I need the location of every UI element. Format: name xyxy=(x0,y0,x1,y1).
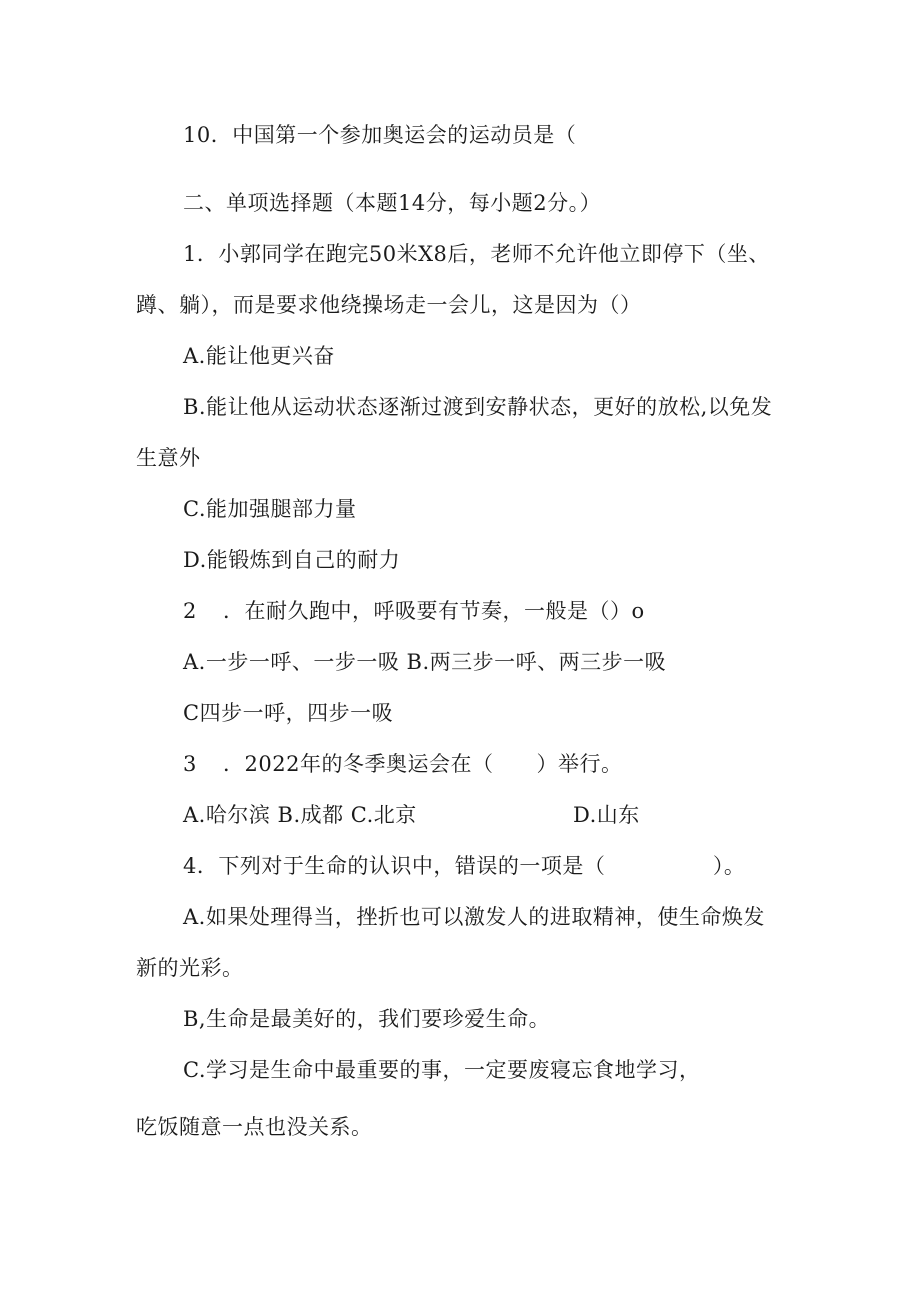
question-2-option-c: C四步一呼，四步一吸 xyxy=(183,701,394,725)
question-3-option-d: D.山东 xyxy=(573,803,640,827)
question-3-stem xyxy=(183,749,743,779)
question-10: 10．中国第一个参加奥运会的运动员是（ xyxy=(183,123,577,147)
question-1-stem-continued: 蹲、躺），而是要求他绕操场走一会儿，这是因为（） xyxy=(136,293,642,317)
question-1-option-c: C.能加强腿部力量 xyxy=(183,497,357,521)
question-1-option-a: A.能让他更兴奋 xyxy=(183,344,335,368)
question-2-options-ab: A.一步一呼、一步一吸 B.两三步一呼、两三步一吸 xyxy=(183,650,667,674)
question-3-options xyxy=(183,800,743,830)
question-1-option-d: D.能锻炼到自己的耐力 xyxy=(183,548,401,572)
question-4-option-a-continued: 新的光彩。 xyxy=(136,956,244,980)
question-1-stem: 1．小郭同学在跑完50米X8后，老师不允许他立即停下（坐、 xyxy=(183,242,770,266)
question-4-option-c: C.学习是生命中最重要的事，一定要废寝忘食地学习， xyxy=(183,1058,701,1082)
question-2-number: 2 xyxy=(183,599,197,623)
question-4-option-b: B,生命是最美好的，我们要珍爱生命。 xyxy=(183,1007,551,1031)
question-1-option-b: B.能让他从运动状态逐渐过渡到安静状态，更好的放松,以免发 xyxy=(183,395,773,419)
question-1-option-b-continued: 生意外 xyxy=(136,446,201,470)
question-3-text: ．2022年的冬季奥运会在（ ）举行。 xyxy=(223,752,623,776)
question-3-options-abc: A.哈尔滨 B.成都 C.北京 xyxy=(183,803,417,827)
question-2-stem xyxy=(183,596,743,626)
question-3-number: 3 xyxy=(183,752,197,776)
question-4-option-a: A.如果处理得当，挫折也可以激发人的进取精神，使生命焕发 xyxy=(183,905,765,929)
question-2-text: ．在耐久跑中，呼吸要有节奏，一般是（）o xyxy=(223,599,645,623)
question-4-option-c-continued: 吃饭随意一点也没关系。 xyxy=(136,1115,373,1139)
question-4-stem: 4．下列对于生命的认识中，错误的一项是（ ）。 xyxy=(183,854,746,878)
section-heading: 二、单项选择题（本题14分，每小题2分。） xyxy=(183,191,602,215)
